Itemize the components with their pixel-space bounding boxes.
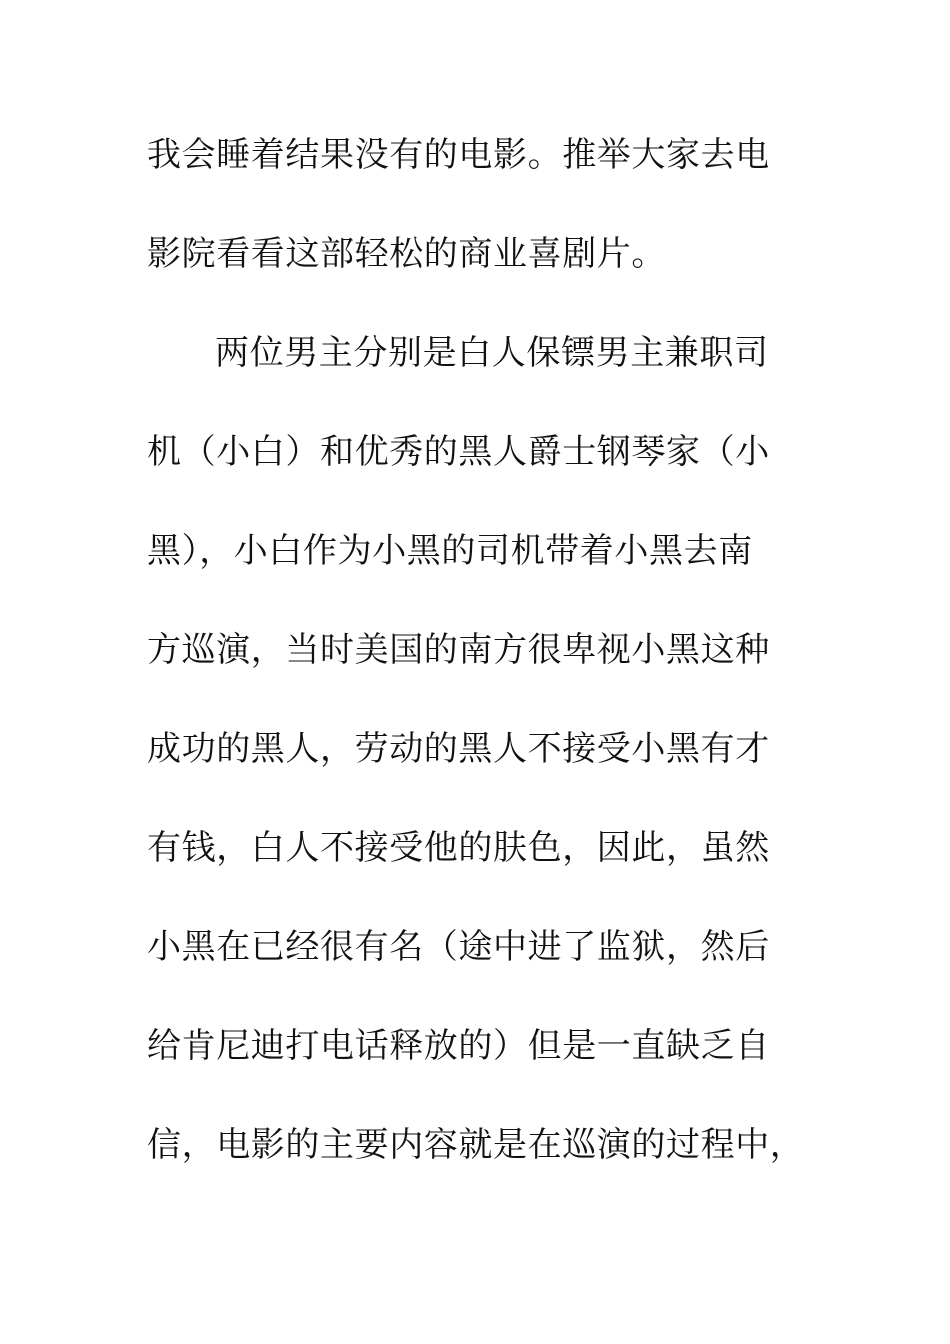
paragraph-2-line-5: 成功的黑人，劳动的黑人不接受小黑有才 [147, 729, 770, 769]
body-text [147, 122, 807, 1211]
paragraph-2-line-4: 方巡演，当时美国的南方很卑视小黑这种 [147, 630, 770, 670]
paragraph-1-line-2: 影院看看这部轻松的商业喜剧片。 [147, 234, 666, 274]
paragraph-2-line-2: 机（小白）和优秀的黑人爵士钢琴家（小 [147, 432, 770, 472]
paragraph-1-line-1: 我会睡着结果没有的电影。推举大家去电 [147, 135, 770, 175]
paragraph-2-line-9: 信，电影的主要内容就是在巡演的过程中， [147, 1125, 805, 1165]
paragraph-2-line-3: 黑），小白作为小黑的司机带着小黑去南 [147, 531, 753, 571]
paragraph-2-line-6: 有钱，白人不接受他的肤色，因此，虽然 [147, 828, 770, 868]
paragraph-2-line-8: 给肯尼迪打电话释放的）但是一直缺乏自 [147, 1026, 770, 1066]
paragraph-2-line-7: 小黑在已经很有名（途中进了监狱，然后 [147, 927, 770, 967]
paragraph-2-line-1: 两位男主分别是白人保镖男主兼职司 [215, 333, 769, 373]
